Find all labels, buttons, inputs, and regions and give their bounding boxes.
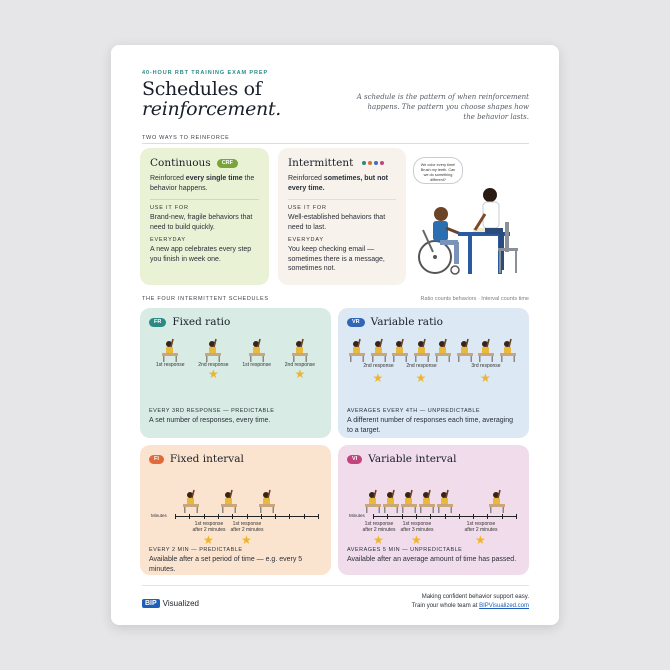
- vr-figure: [412, 338, 432, 362]
- student-at-desk-icon: [160, 338, 180, 362]
- vi-axis-label: Minutes: [349, 513, 365, 518]
- speech-bubble: We color every time! Brush my teeth. Can we do something different?: [413, 157, 463, 184]
- continuous-desc-pre: Reinforced: [150, 175, 186, 182]
- timeline-tick: [416, 514, 417, 519]
- vr-badge: VR: [347, 318, 365, 327]
- divider: [288, 199, 396, 200]
- crf-badge: CRF: [217, 159, 238, 168]
- response-label: 2nd response: [363, 363, 394, 369]
- response-label: 2nd response: [406, 363, 437, 369]
- vr-title: Variable ratio: [370, 316, 443, 328]
- continuous-desc-bold: every single time: [185, 175, 243, 182]
- timeline-axis: [175, 516, 318, 517]
- footer-link[interactable]: BIPVisualized.com: [479, 602, 529, 609]
- fr-tag: EVERY 3RD RESPONSE — PREDICTABLE: [149, 408, 275, 414]
- intro-text: A schedule is the pattern of when reinforcement happens. The pattern you choose shapes how the behavior lasts.: [356, 93, 529, 121]
- divider: [150, 199, 259, 200]
- intermittent-every-text: You keep checking email — sometimes there is a message, sometimes not.: [288, 246, 385, 272]
- student-at-desk-icon: [487, 489, 507, 513]
- logo-bip: BIP: [142, 599, 160, 608]
- vr-desc: A different number of responses each time, averaging to a target.: [347, 417, 514, 434]
- student-at-desk-icon: [247, 338, 267, 362]
- continuous-use-label: USE IT FOR: [150, 205, 189, 211]
- fr-header: [149, 316, 322, 328]
- fr-figure: [156, 338, 185, 394]
- vr-figures: [347, 338, 520, 394]
- timeline-tick: [459, 514, 460, 519]
- fi-desc: Available after a set period of time — e.g. every 5 minutes.: [149, 556, 303, 573]
- timeline-tick: [373, 514, 374, 519]
- timeline-tick: [304, 514, 305, 519]
- continuous-header: [150, 157, 259, 169]
- timeline-figure: [257, 489, 277, 513]
- intermittent-header: [288, 157, 396, 169]
- timeline-tick: [275, 514, 276, 519]
- star-icon: ★: [373, 533, 384, 547]
- timeline-figure: [435, 489, 455, 513]
- response-label: 1st response after 2 minutes: [192, 521, 226, 533]
- student-at-desk-icon: [390, 338, 410, 362]
- title-line-2: reinforcement.: [142, 98, 282, 120]
- continuous-card: [140, 148, 269, 285]
- vi-title: Variable interval: [368, 453, 457, 465]
- vr-figure: [476, 338, 496, 362]
- timeline-figure: [363, 489, 383, 513]
- student-at-desk-icon: [363, 489, 383, 513]
- vi-tag: AVERAGES 5 MIN — UNPREDICTABLE: [347, 547, 463, 553]
- timeline-tick: [502, 514, 503, 519]
- timeline-tick: [387, 514, 388, 519]
- student-at-desk-icon: [181, 489, 201, 513]
- student-at-desk-icon: [498, 338, 518, 362]
- fi-header: [149, 453, 322, 465]
- fi-badge: FI: [149, 455, 164, 464]
- timeline-tick: [430, 514, 431, 519]
- student-at-desk-icon: [369, 338, 389, 362]
- timeline-tick: [189, 514, 190, 519]
- star-icon: ★: [475, 533, 486, 547]
- continuous-use-text: Brand-new, fragile behaviors that need to build quickly.: [150, 214, 253, 231]
- intermittent-every-label: EVERYDAY: [288, 237, 324, 243]
- timeline-tick: [218, 514, 219, 519]
- timeline-tick: [473, 514, 474, 519]
- intermittent-desc-bold: sometimes, but not every time.: [288, 175, 388, 192]
- intermittent-desc-pre: Reinforced: [288, 175, 324, 182]
- student-at-desk-icon: [417, 489, 437, 513]
- fr-figure: [242, 338, 271, 394]
- response-label: 2nd response: [198, 362, 229, 368]
- fr-title: Fixed ratio: [172, 316, 231, 328]
- student-at-desk-icon: [203, 338, 223, 362]
- timeline-tick: [204, 514, 205, 519]
- response-label: 1st response after 2 minutes: [464, 521, 498, 533]
- intermittent-use-label: USE IT FOR: [288, 205, 327, 211]
- fi-timeline-area: [149, 471, 322, 545]
- timeline-figure: [219, 489, 239, 513]
- star-icon: ★: [372, 371, 384, 385]
- timeline-figure: [381, 489, 401, 513]
- student-at-desk-icon: [257, 489, 277, 513]
- intermittent-use-text: Well-established behaviors that need to last.: [288, 214, 386, 231]
- timeline-tick: [445, 514, 446, 519]
- timeline-tick: [289, 514, 290, 519]
- vi-desc: Available after an average amount of time has passed.: [347, 556, 517, 563]
- timeline-tick: [247, 514, 248, 519]
- student-at-desk-icon: [412, 338, 432, 362]
- fixed-interval-card: [140, 445, 331, 575]
- response-label: 1st response: [242, 362, 271, 368]
- continuous-desc-post: the behavior happens.: [150, 175, 255, 192]
- teacher-student-svg: [413, 172, 531, 282]
- star-icon: ★: [480, 371, 491, 385]
- response-label: 1st response after 3 minutes: [400, 521, 434, 533]
- fixed-ratio-card: [140, 308, 331, 438]
- fi-title: Fixed interval: [169, 453, 244, 465]
- worksheet: [111, 45, 559, 625]
- student-at-desk-icon: [347, 338, 367, 362]
- vr-figure: [347, 338, 367, 362]
- response-label: 3rd response: [471, 363, 501, 369]
- timeline-tick: [261, 514, 262, 519]
- title-line-1: Schedules of: [142, 78, 262, 100]
- student-at-desk-icon: [433, 338, 453, 362]
- timeline-axis: [373, 516, 516, 517]
- student-at-desk-icon: [381, 489, 401, 513]
- star-icon: ★: [411, 533, 422, 547]
- vr-tag: AVERAGES EVERY 4TH — UNPREDICTABLE: [347, 408, 481, 414]
- response-label: 1st response after 2 minutes: [362, 521, 396, 533]
- section-note: Ratio counts behaviors · Interval counts time: [420, 296, 529, 302]
- student-at-desk-icon: [476, 338, 496, 362]
- footer-line-1: Making confident behavior support easy.: [421, 594, 529, 600]
- continuous-every-text: A new app celebrates every step you finish in week one.: [150, 246, 252, 263]
- student-at-desk-icon: [455, 338, 475, 362]
- response-label: 1st response after 2 minutes: [230, 521, 264, 533]
- timeline-tick: [402, 514, 403, 519]
- fi-axis-label: Minutes: [151, 513, 167, 518]
- teacher-student-illustration: [413, 157, 531, 282]
- footer-line-2-pre: Train your whole team at: [411, 602, 480, 609]
- vi-badge: VI: [347, 455, 362, 464]
- timeline-figure: [181, 489, 201, 513]
- intermittent-title: Intermittent: [288, 157, 354, 169]
- vr-figure: [498, 338, 518, 362]
- section-four-schedules: THE FOUR INTERMITTENT SCHEDULES: [142, 296, 269, 302]
- variable-interval-card: [338, 445, 529, 575]
- continuous-desc: [150, 174, 259, 193]
- page-title: [142, 79, 281, 119]
- student-at-desk-icon: [399, 489, 419, 513]
- timeline-tick: [175, 514, 176, 519]
- fr-badge: FR: [149, 318, 166, 327]
- continuous-title: Continuous: [150, 157, 211, 169]
- divider: [142, 143, 529, 144]
- fr-figure: [198, 338, 228, 394]
- fr-desc: A set number of responses, every time.: [149, 417, 271, 424]
- eyebrow: 40-HOUR RBT TRAINING EXAM PREP: [142, 70, 269, 76]
- response-label: 2nd response: [284, 362, 316, 368]
- vr-figure: [433, 338, 453, 362]
- timeline-figure: [487, 489, 507, 513]
- fr-figure: [285, 338, 315, 394]
- variable-ratio-card: [338, 308, 529, 438]
- star-icon: ★: [415, 371, 427, 385]
- student-at-desk-icon: [219, 489, 239, 513]
- timeline-tick: [487, 514, 488, 519]
- student-at-desk-icon: [435, 489, 455, 513]
- star-icon: ★: [208, 367, 219, 381]
- intermittent-desc: [288, 174, 396, 193]
- star-icon: ★: [203, 533, 214, 547]
- vi-timeline-area: [347, 471, 520, 545]
- timeline-tick: [232, 514, 233, 519]
- star-icon: ★: [241, 533, 252, 547]
- timeline-tick: [516, 514, 517, 519]
- footer-text: [412, 593, 529, 610]
- vr-header: [347, 316, 520, 328]
- response-label: 1st response: [155, 362, 185, 368]
- star-icon: ★: [294, 367, 306, 381]
- section-two-ways: TWO WAYS TO REINFORCE: [142, 135, 230, 141]
- timeline-figure: [399, 489, 419, 513]
- vr-figure: [390, 338, 410, 362]
- vi-header: [347, 453, 520, 465]
- continuous-every-label: EVERYDAY: [150, 237, 186, 243]
- student-at-desk-icon: [290, 338, 310, 362]
- logo-text: Visualized: [162, 599, 199, 608]
- vr-figure: [369, 338, 389, 362]
- fi-tag: EVERY 2 MIN — PREDICTABLE: [149, 547, 243, 553]
- brand-logo: [142, 599, 199, 608]
- color-dots-icon: [362, 161, 384, 165]
- timeline-tick: [318, 514, 319, 519]
- intermittent-card: [278, 148, 406, 285]
- footer-line-2: [412, 602, 529, 611]
- vr-figure: [455, 338, 475, 362]
- divider: [142, 585, 529, 586]
- timeline-figure: [417, 489, 437, 513]
- fr-figures: [149, 338, 322, 394]
